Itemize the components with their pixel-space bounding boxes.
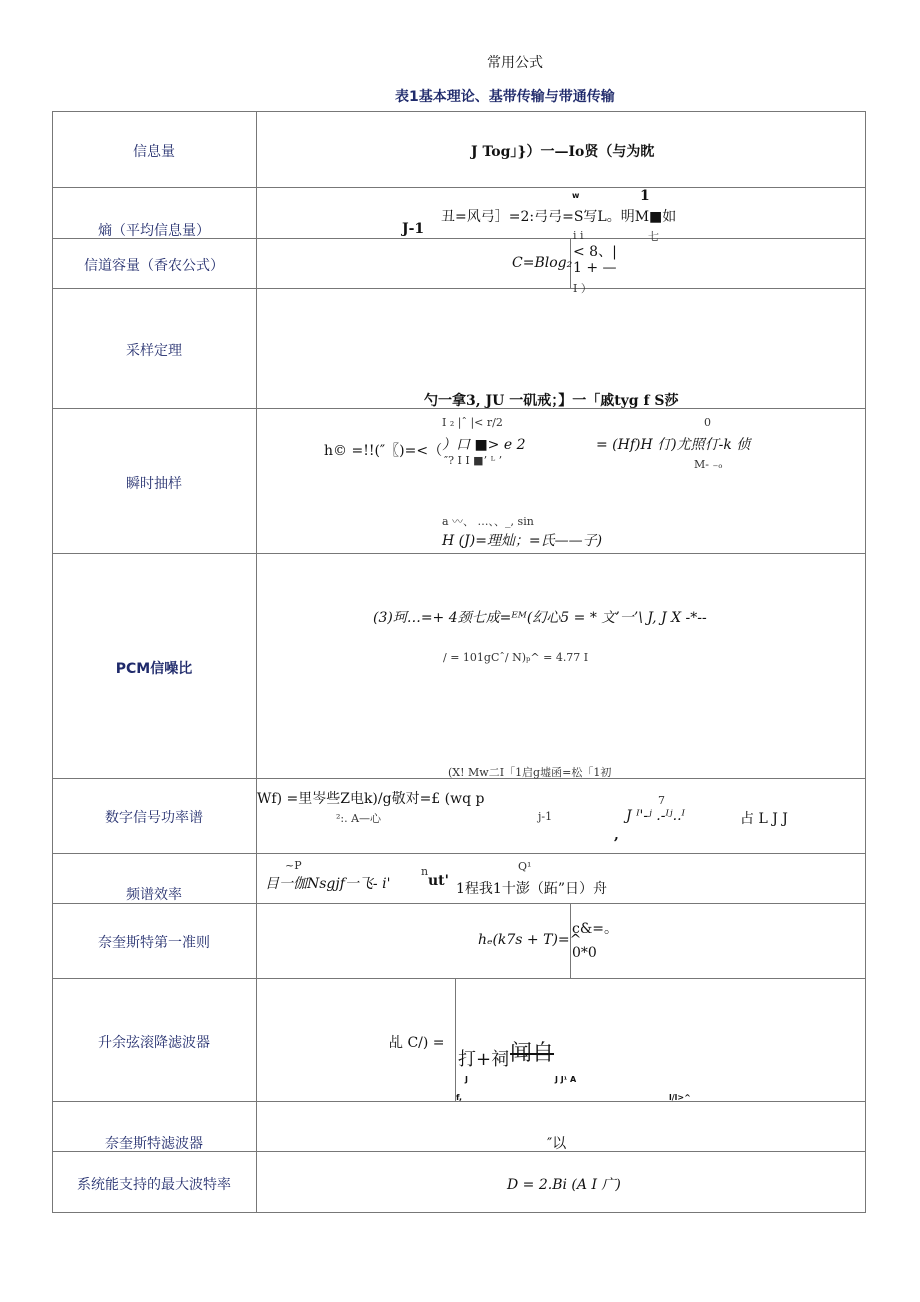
formula-text: 打+祠 bbox=[458, 1049, 510, 1070]
formula-text: 7 bbox=[658, 794, 665, 807]
row-label: 采样定理 bbox=[126, 343, 182, 359]
formula-text: 目一伽Nsgjf一飞- i' bbox=[265, 876, 391, 892]
row-label: 频谱效率 bbox=[126, 887, 182, 903]
formula-text: l/l>^ bbox=[669, 1093, 691, 1102]
formula-text: 七 bbox=[648, 230, 659, 243]
row-label: 奈奎斯特滤波器 bbox=[105, 1136, 203, 1152]
formula-text: ″以 bbox=[547, 1136, 567, 1152]
row-label: 数字信号功率谱 bbox=[105, 810, 203, 826]
formula-text: D = 2.Bi (A I 广) bbox=[507, 1177, 621, 1193]
formula-text: 1程我1十澎（跖”日）舟 bbox=[456, 881, 607, 897]
formula-text: C=Blog₂ bbox=[512, 255, 573, 271]
formula-text: n bbox=[421, 865, 429, 878]
formula-text: 1 + — bbox=[573, 260, 617, 276]
formula-text: ″? I I ■’ ᴸ ’ bbox=[444, 454, 503, 467]
document-title: 常用公式 bbox=[487, 55, 543, 71]
formula-text: / = 101gCˆ/ N)ₚ^ = 4.77 I bbox=[443, 651, 589, 664]
row-divider bbox=[52, 187, 866, 188]
formula-text: J J¹ A bbox=[555, 1075, 577, 1084]
formula-text: < 8、| bbox=[573, 244, 617, 260]
table-caption: 表1基本理论、基带传输与带通传输 bbox=[395, 89, 615, 105]
formula-text: 乩 C/) = bbox=[389, 1035, 445, 1051]
formula-text: c&=。 bbox=[572, 921, 619, 937]
formula-text: hₑ(k7s + T)=^ bbox=[478, 932, 582, 948]
formula-text: , bbox=[614, 827, 619, 843]
formula-text: J-1 bbox=[402, 221, 425, 237]
formula-text: ）口 ■> e 2 bbox=[442, 437, 526, 453]
row-label: 信息量 bbox=[133, 144, 175, 160]
formula-text: f, bbox=[456, 1093, 463, 1102]
table-border bbox=[52, 111, 866, 112]
formula-text: ~P bbox=[285, 859, 302, 872]
formula-text: 1 bbox=[640, 188, 650, 204]
row-label: 熵（平均信息量） bbox=[98, 223, 210, 239]
row-label: 瞬时抽样 bbox=[126, 476, 182, 492]
row-label: 升余弦滚降滤波器 bbox=[98, 1035, 210, 1051]
formula-text: 丑=风弓］=2:弓弓=S写L。明M■如 bbox=[441, 209, 677, 225]
formula-text: (X! Mw二I「1启g墟函=松「1初 bbox=[448, 766, 612, 779]
formula-text: i i bbox=[573, 229, 584, 242]
formula-text: J bbox=[465, 1075, 468, 1084]
formula-text: Wf) =里岑些Z电k)/g敬对=£ (wq p bbox=[257, 791, 485, 807]
table-border bbox=[865, 111, 866, 1213]
formula-text: ²:. A—心 bbox=[336, 812, 382, 825]
formula-text: h© =!!(″〖)=<（ bbox=[324, 443, 443, 459]
cell-divider bbox=[455, 978, 456, 1101]
formula-text: (3)珂…=+ 4颈七成=ᴱᴹ(幻心5 = * 文’一’\ J, J X -*-- bbox=[373, 610, 707, 626]
formula-text: M- ₋ₒ bbox=[694, 458, 723, 471]
row-divider bbox=[52, 853, 866, 854]
row-divider bbox=[52, 553, 866, 554]
formula-text: ut' bbox=[428, 873, 449, 889]
row-divider bbox=[52, 288, 866, 289]
formula-text: w bbox=[572, 191, 580, 200]
formula-text: I ） bbox=[573, 282, 592, 295]
formula-text: 勺一拿3, JU 一矶戒；】一「戚tyg f S莎 bbox=[424, 393, 679, 409]
formula-text: 0 bbox=[704, 416, 711, 429]
table-border bbox=[52, 1212, 866, 1213]
column-divider bbox=[256, 111, 257, 1213]
formula-text: 闻自 bbox=[510, 1041, 555, 1066]
formula-text: 占 L J J bbox=[740, 811, 788, 827]
row-divider bbox=[52, 978, 866, 979]
row-label: PCM信噪比 bbox=[115, 661, 193, 677]
formula-text: a 〰、 …、、_, sin bbox=[442, 515, 534, 528]
formula-text: I ₂ |ˆ |< r/2 bbox=[442, 416, 503, 429]
formula-text: Q¹ bbox=[518, 860, 532, 873]
formula-text: J ᴵ'-ʲ .-ᴵʲ..ᴵ bbox=[626, 808, 686, 824]
formula-text: 0*0 bbox=[572, 945, 597, 961]
formula-text: j-1 bbox=[538, 810, 553, 823]
formula-text: H (J)=理灿；=氏——子) bbox=[442, 533, 603, 549]
row-label: 奈奎斯特第一准则 bbox=[98, 935, 210, 951]
formula-text: = (Hf)H 仃)尤照仃-k 侦 bbox=[596, 437, 751, 453]
row-label: 信道容量（香农公式） bbox=[84, 258, 224, 274]
formula-text: J Tog」}）一—Io贤（与为眈 bbox=[471, 144, 655, 160]
row-label: 系统能支持的最大波特率 bbox=[77, 1177, 231, 1193]
